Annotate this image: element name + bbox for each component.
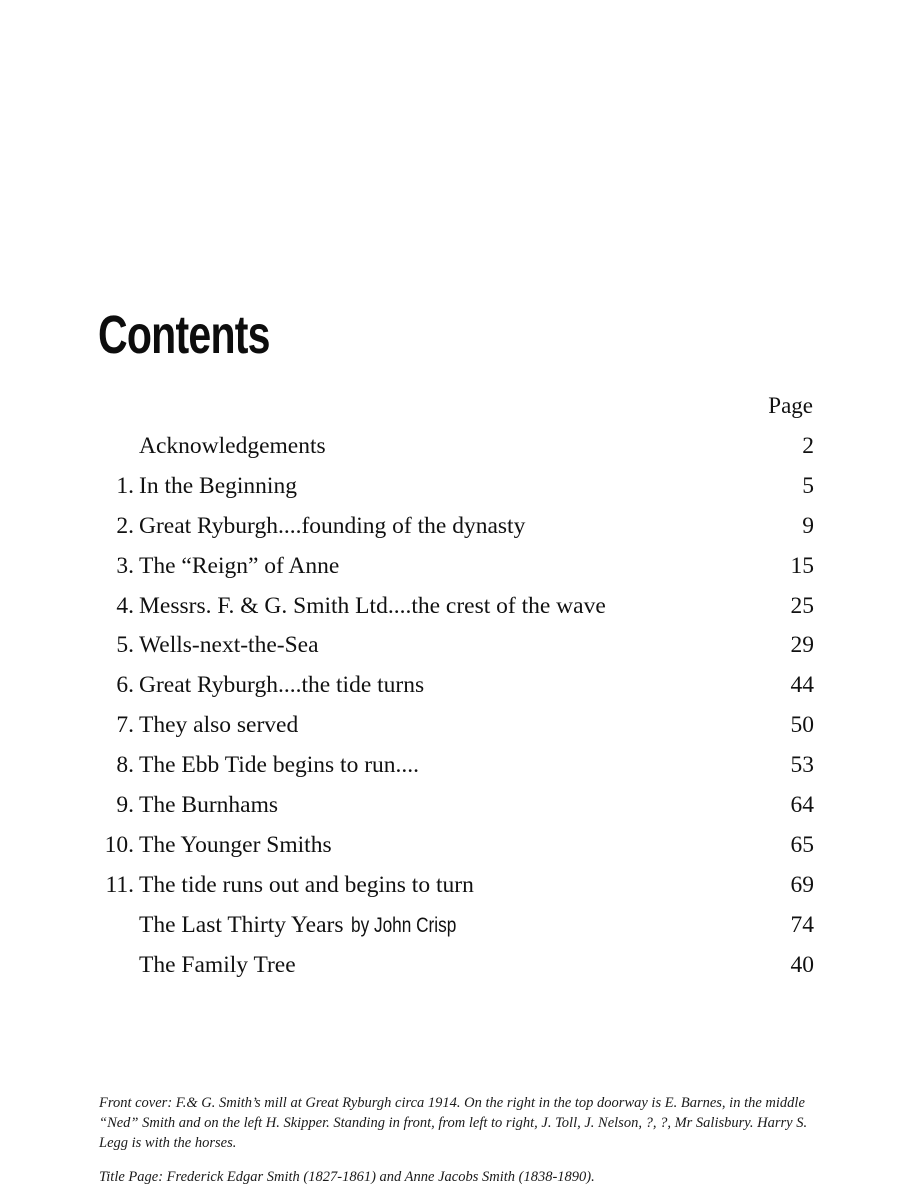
toc-entry-title-text: Wells-next-the-Sea (139, 632, 319, 659)
toc-entry-number: 10. (104, 831, 134, 858)
toc-entry-title (139, 466, 297, 506)
toc-entry-title-text: In the Beginning (139, 472, 297, 499)
toc-entry-title (139, 785, 278, 825)
toc-entry-title (139, 506, 525, 546)
toc-entry-title (139, 945, 296, 985)
toc-entry-title (139, 705, 298, 745)
page-title: Contents (98, 305, 270, 365)
toc-entry[interactable] (0, 745, 901, 785)
toc-entry-title-text: The Last Thirty Years (139, 911, 344, 938)
toc-entry-number: 9. (116, 792, 134, 819)
toc-entry-page: 2 (802, 433, 814, 459)
toc-entry-title (139, 745, 419, 785)
toc-entry-page: 25 (790, 592, 814, 619)
toc-entry-title-text: Great Ryburgh....the tide turns (139, 672, 425, 699)
toc-entry-page: 74 (790, 911, 814, 938)
toc-entry[interactable] (0, 905, 901, 945)
toc-entry-number: 1. (116, 472, 134, 499)
toc-entry-page: 69 (790, 871, 814, 898)
toc-entry-byline: by John Crisp (351, 913, 457, 937)
toc-entry-number: 3. (116, 552, 134, 579)
toc-entry[interactable] (0, 426, 901, 466)
toc-entry-number: 6. (116, 672, 134, 699)
toc-entry-title-text: The Ebb Tide begins to run.... (139, 752, 420, 779)
toc-entry-page: 15 (790, 552, 814, 579)
toc-entry[interactable] (0, 665, 901, 705)
toc-entry-number: 2. (116, 512, 134, 539)
toc-entry-title-text: The Burnhams (139, 792, 279, 819)
toc-entry-page: 5 (802, 472, 814, 499)
toc-entry-page: 40 (790, 951, 814, 978)
toc-entry[interactable] (0, 785, 901, 825)
toc-entry-page: 29 (790, 632, 814, 659)
toc-entry-page: 50 (790, 712, 814, 739)
toc-entry-title (139, 825, 332, 865)
toc-entry-title-text: They also served (139, 712, 299, 739)
toc-entry-number: 4. (116, 592, 134, 619)
toc-entry[interactable] (0, 825, 901, 865)
toc-entry-title (139, 546, 339, 586)
toc-entry-number: 5. (116, 632, 134, 659)
toc-entry-number: 11. (105, 871, 134, 898)
toc-entry-title (139, 665, 424, 705)
toc-entry-number: 7. (116, 712, 134, 739)
toc-entry-page: 64 (790, 792, 814, 819)
toc-entry[interactable] (0, 945, 901, 985)
toc-entry[interactable] (0, 625, 901, 665)
toc-entry-page: 44 (790, 672, 814, 699)
front-cover-caption: Front cover: F.& G. Smith’s mill at Great Ryburgh circa 1914. On the right in the top doorway is E. Barnes, in the middle “Ned” Smith and on the left H. Skipper. Standing in front, from left to right, J. Toll, J. Nelson, ?, ?, Mr Salisbury. Harry S. Legg is with the horses. (99, 1095, 808, 1151)
toc-entry-page: 53 (790, 752, 814, 779)
toc-entry-title (139, 426, 326, 466)
toc-entry-title-text: The “Reign” of Anne (139, 552, 340, 579)
toc-entry[interactable] (0, 586, 901, 626)
toc-entry-page: 65 (790, 831, 814, 858)
toc-entry-title (139, 625, 319, 665)
toc-entry[interactable] (0, 466, 901, 506)
toc-entry[interactable] (0, 705, 901, 745)
table-of-contents (0, 426, 901, 984)
toc-entry-title-text: The tide runs out and begins to turn (139, 871, 474, 898)
toc-entry[interactable] (0, 506, 901, 546)
toc-entry-title-text: Messrs. F. & G. Smith Ltd....the crest of the wave (139, 592, 606, 619)
photo-captions (99, 1093, 819, 1187)
toc-entry[interactable] (0, 546, 901, 586)
page-column-header: Page (768, 393, 813, 418)
toc-entry[interactable] (0, 865, 901, 905)
toc-entry-number: 8. (116, 752, 134, 779)
toc-entry-title (139, 905, 480, 946)
toc-entry-title-text: Acknowledgements (139, 433, 326, 459)
toc-entry-title (139, 586, 606, 626)
toc-entry-title-text: The Family Tree (139, 951, 296, 978)
toc-entry-title-text: The Younger Smiths (139, 831, 332, 858)
toc-entry-page: 9 (802, 512, 814, 539)
toc-entry-title (139, 865, 474, 905)
title-page-caption: Title Page: Frederick Edgar Smith (1827-1861) and Anne Jacobs Smith (1838-1890). (99, 1169, 595, 1185)
toc-entry-title-text: Great Ryburgh....founding of the dynasty (139, 512, 526, 539)
